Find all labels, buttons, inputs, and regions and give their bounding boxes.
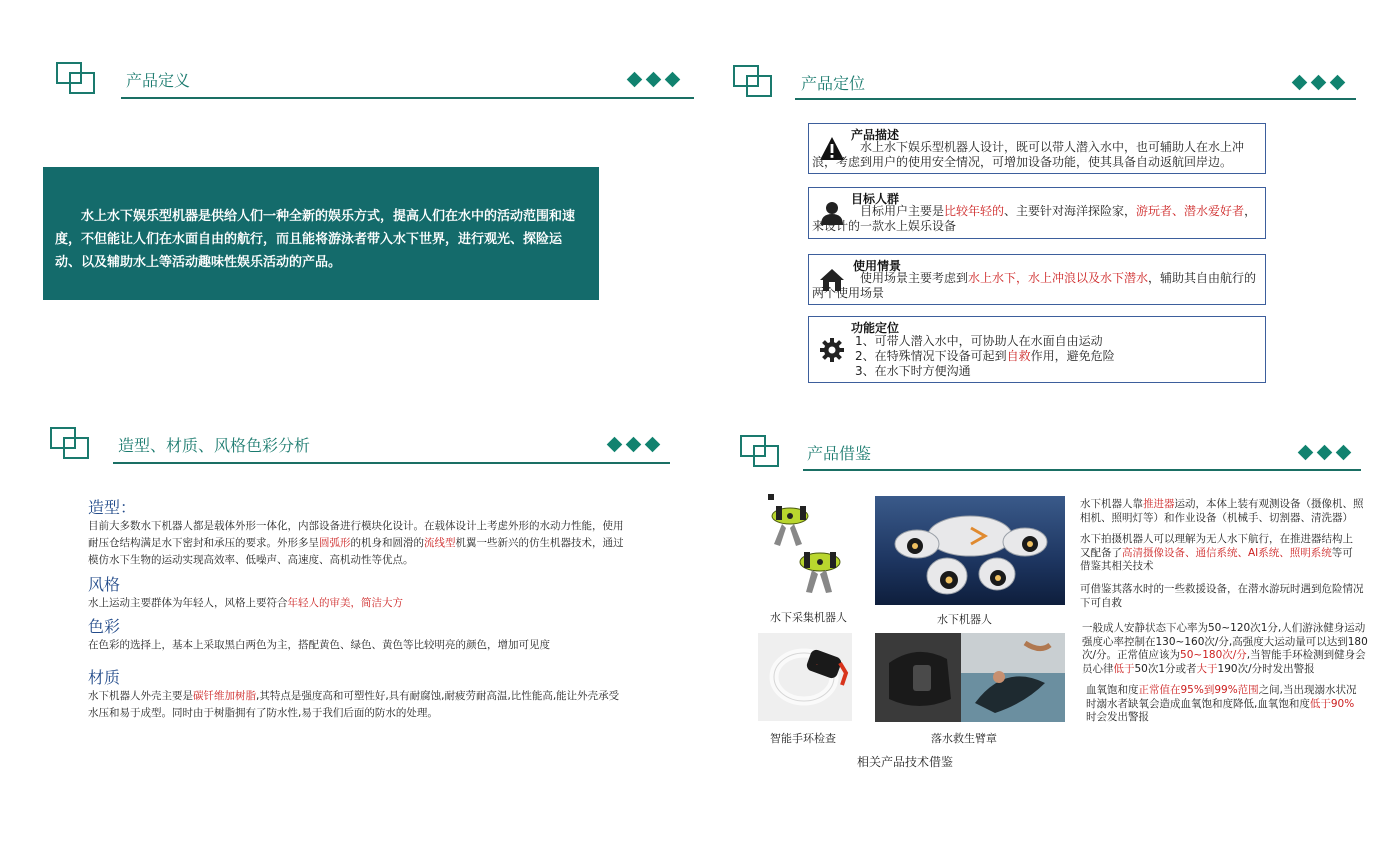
analysis-text [88,518,628,569]
section-title: 产品借鉴 [807,444,872,463]
section-title: 产品定义 [126,71,191,90]
diamonds-icon [629,74,678,85]
squares-logo-icon [733,65,777,101]
text-segment: 水上水下娱乐型机器人设计，既可以带人潜入水中，也可辅助人在水上冲浪，考虑到用户的使用安全情况，可增加设备功能，使其具备自动返航回岸边。 [812,140,1245,169]
card-title: 产品描述 [851,128,900,142]
text-segment: 运动，本体上装有观测设备（摄像机、照相机、照明灯等）和作业设备（机械手、切割器、清洗器） [1080,498,1364,524]
analysis-text [88,595,628,612]
gear-icon [819,337,845,363]
highlighted-text: 碳钎维加树脂 [193,690,256,702]
text-segment: 50次1分或者 [1134,662,1197,675]
reference-paragraph [1080,498,1370,525]
diamonds-icon [1294,77,1343,88]
section-divider [121,97,694,99]
text-segment: 等可借鉴其相关技术 [1080,546,1353,572]
section-header-analysis [50,427,670,467]
image-caption: 水下采集机器人 [770,611,847,624]
text-segment: 血氧饱和度 [1086,684,1139,696]
text-segment: 之间,当出现溺水状况时溺水者缺氧会造成血氧饱和度降低,血氧饱和度 [1086,684,1357,710]
highlighted-text: 流线型 [424,537,456,549]
analysis-block-shape [88,498,628,569]
text-segment: 、主要针对海洋探险家， [1004,204,1137,218]
text-segment: 时会发出警报 [1086,711,1149,723]
analysis-block-color [88,617,628,654]
reference-footer: 相关产品技术借鉴 [857,755,954,769]
analysis-content [88,498,628,722]
diamonds-icon [1300,447,1349,458]
highlighted-text: 水上水下，水上冲浪以及水下潜水 [968,271,1149,285]
analysis-block-style [88,575,628,612]
underwater-robot-image [875,496,1065,605]
highlighted-text: 50~180次/分 [1180,649,1247,661]
highlighted-text: 圆弧形 [319,537,351,549]
text-segment: 水下拍摄机器人可以理解为无人水下航行，在推进器结构上又配备了 [1080,533,1353,559]
card-title: 功能定位 [851,321,900,335]
text-segment: ,其特点是强度高和可塑性好,具有耐腐蚀,耐疲劳耐高温,比性能高,能让外壳承受水压和易于成型。同时由于树脂拥有了防水性,易于我们后面的防水的处理。 [88,690,620,719]
highlighted-text: 低于90% [1309,697,1355,710]
text-segment: 1、可带人潜入水中，可协助人在水面自由运动 [855,334,1103,348]
highlighted-text: 比较年轻的 [944,204,1005,218]
analysis-heading: 造型： [88,498,137,517]
highlighted-text: 自救 [1006,349,1031,363]
positioning-card-description [808,123,1266,174]
reference-paragraph [1086,684,1362,725]
highlighted-text: 游玩者、潜水爱好者 [1136,204,1245,218]
definition-panel [43,167,599,300]
text-segment: 机翼一些新兴的仿生机器技术，通过模仿水下生物的运动实现高效率、低噪声、高速度、高机动性等优点。 [88,537,624,566]
text-segment: 一般成人安静状态下心率为50~120次1分,人们游泳健身运动强度心率控制在130~160次/分,高强度大运动量可以达到180次/分。正常值应该为 [1082,622,1368,661]
highlighted-text: 推进器 [1143,498,1175,510]
card-line [855,349,1261,364]
text-segment: 水下机器人外壳主要是 [88,690,193,702]
text-segment: 水上运动主要群体为年轻人，风格上要符合 [88,597,288,609]
card-text [812,204,1261,234]
rescue-armband-image [875,633,1065,722]
section-divider [113,462,670,464]
section-divider [803,469,1361,471]
collector-robot-image [762,494,859,604]
text-segment: 作用，避免危险 [1030,349,1115,363]
text-segment: 可借鉴其落水时的一些救援设备，在潜水游玩时遇到危险情况下可自救 [1080,583,1364,609]
section-divider [795,98,1356,100]
highlighted-text: 高清摄像设备、通信系统、AI系统、照明系统 [1122,546,1332,559]
analysis-text [88,637,628,654]
section-title: 产品定位 [801,74,866,93]
reference-paragraph [1080,583,1370,610]
section-header-definition [56,62,696,102]
highlighted-text: 正常值在95%到99%范围 [1138,684,1259,696]
text-segment: ，辅助其自由航行的两个使用场景 [812,271,1257,300]
positioning-card-function [808,316,1266,383]
analysis-text [88,688,628,722]
text-segment: 水下机器人靠 [1080,498,1143,510]
squares-logo-icon [740,435,784,471]
highlighted-text: 低于 [1113,662,1135,675]
squares-logo-icon [50,427,94,463]
card-title: 使用情景 [853,259,902,273]
analysis-heading: 色彩 [88,617,121,636]
reference-paragraph [1080,533,1360,574]
definition-text: 水上水下娱乐型机器是供给人们一种全新的娱乐方式，提高人们在水中的活动范围和速度，不但能让人们在水面自由的航行，而且能将游泳者带入水下世界，进行观光、探险运动、以及辅助水上等活动趣味性娱乐活动的产品。 [55,209,576,270]
analysis-block-material [88,668,628,722]
highlighted-text: 年轻人的审美，简洁大方 [287,597,403,609]
smart-band-image [758,633,852,721]
text-segment: 190次/分时发出警报 [1217,662,1315,675]
positioning-card-target [808,187,1266,239]
card-title: 目标人群 [851,192,900,206]
text-segment: 目标用户主要是 [860,204,945,218]
svg-text:·: · [816,662,818,669]
text-segment: 目前大多数水下机器人都是载体外形一体化，内部设备进行模块化设计。在载体设计上考虑外形的水动力性能，使用耐压仓结构满足水下密封和承压的要求。外形多呈 [88,520,624,549]
text-segment: 使用场景主要考虑到 [860,271,969,285]
card-text [812,271,1261,301]
highlighted-text: 大于 [1196,662,1218,675]
text-segment: ，来设计的一款水上娱乐设备 [812,204,1257,233]
card-line [855,334,1261,349]
positioning-card-scenario [808,254,1266,305]
analysis-heading: 材质 [88,668,121,687]
text-segment: 3、在水下时方便沟通 [855,364,971,378]
analysis-heading: 风格 [88,575,121,594]
text-segment: 2、在特殊情况下设备可起到 [855,349,1007,363]
image-caption: 水下机器人 [937,613,992,626]
card-text [812,140,1261,170]
text-segment: 的机身和圆滑的 [350,537,424,549]
text-segment: 在色彩的选择上，基本上采取黑白两色为主，搭配黄色、绿色、黄色等比较明亮的颜色，增加可见度 [88,639,550,651]
section-title: 造型、材质、风格色彩分析 [118,436,311,455]
squares-logo-icon [56,62,100,98]
text-segment: ,当智能手环检测到健身会员心律 [1082,649,1366,675]
image-caption: 落水救生臂章 [931,732,997,745]
diamonds-icon [609,439,658,450]
reference-paragraph [1082,622,1372,676]
card-line [855,364,1261,379]
image-caption: 智能手环检查 [770,732,836,745]
